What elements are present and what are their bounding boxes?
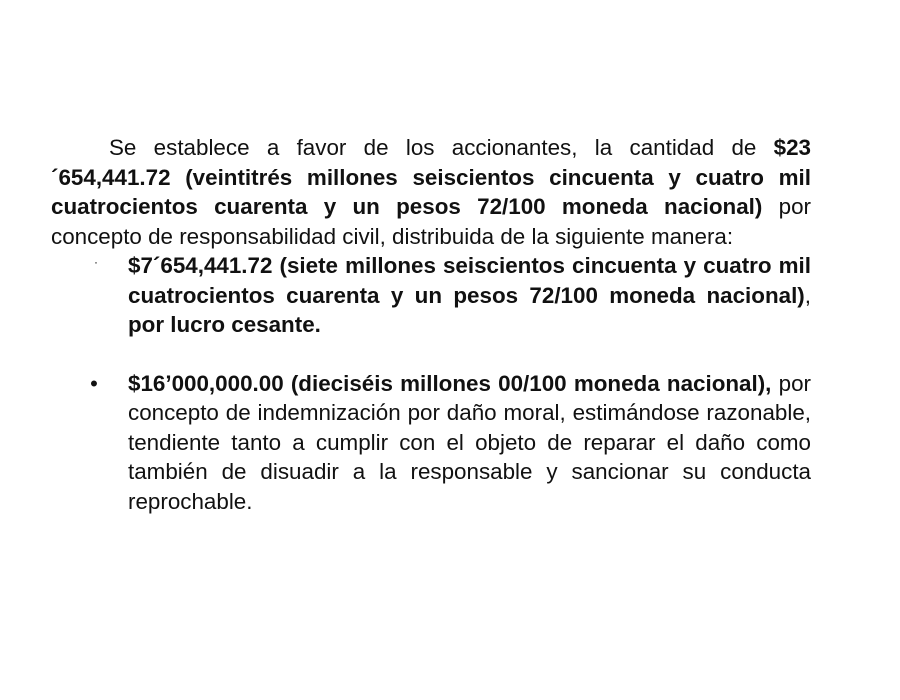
intro-paragraph (51, 133, 811, 251)
item-amount: $7´654,441.72 (siete millones seiscientos cincuenta y cuatro mil cuatrocientos cuarenta y un pesos 72/100 moneda nacional) (128, 253, 811, 308)
list-marker-dot: · (94, 255, 98, 269)
list-marker-bullet: • (90, 370, 98, 396)
distribution-list (51, 251, 811, 516)
item-amount: $16’000,000.00 (dieciséis millones 00/100 moneda nacional), (128, 370, 772, 396)
item-separator: , (804, 282, 811, 308)
intro-amount: $23´654,441.72 (veintitrés millones seiscientos cincuenta y cuatro mil cuatrocientos cuarenta y un pesos 72/100 moneda nacional) (51, 135, 811, 219)
list-item-lucro-cesante (51, 251, 811, 340)
item-description: por concepto de indemnización por daño moral, estimándose razonable, tendiente tanto a cumplir con el objeto de reparar el daño como también de disuadir a la responsable y sancionar su conducta reprochable. (128, 370, 811, 514)
item-concept: por lucro cesante. (128, 312, 321, 337)
intro-tail: por concepto de responsabilidad civil, distribuida de la siguiente manera: (51, 194, 811, 249)
list-item-dano-moral (51, 369, 811, 517)
intro-text: Se establece a favor de los accionantes, la cantidad de (109, 135, 774, 160)
document-page (51, 133, 811, 516)
